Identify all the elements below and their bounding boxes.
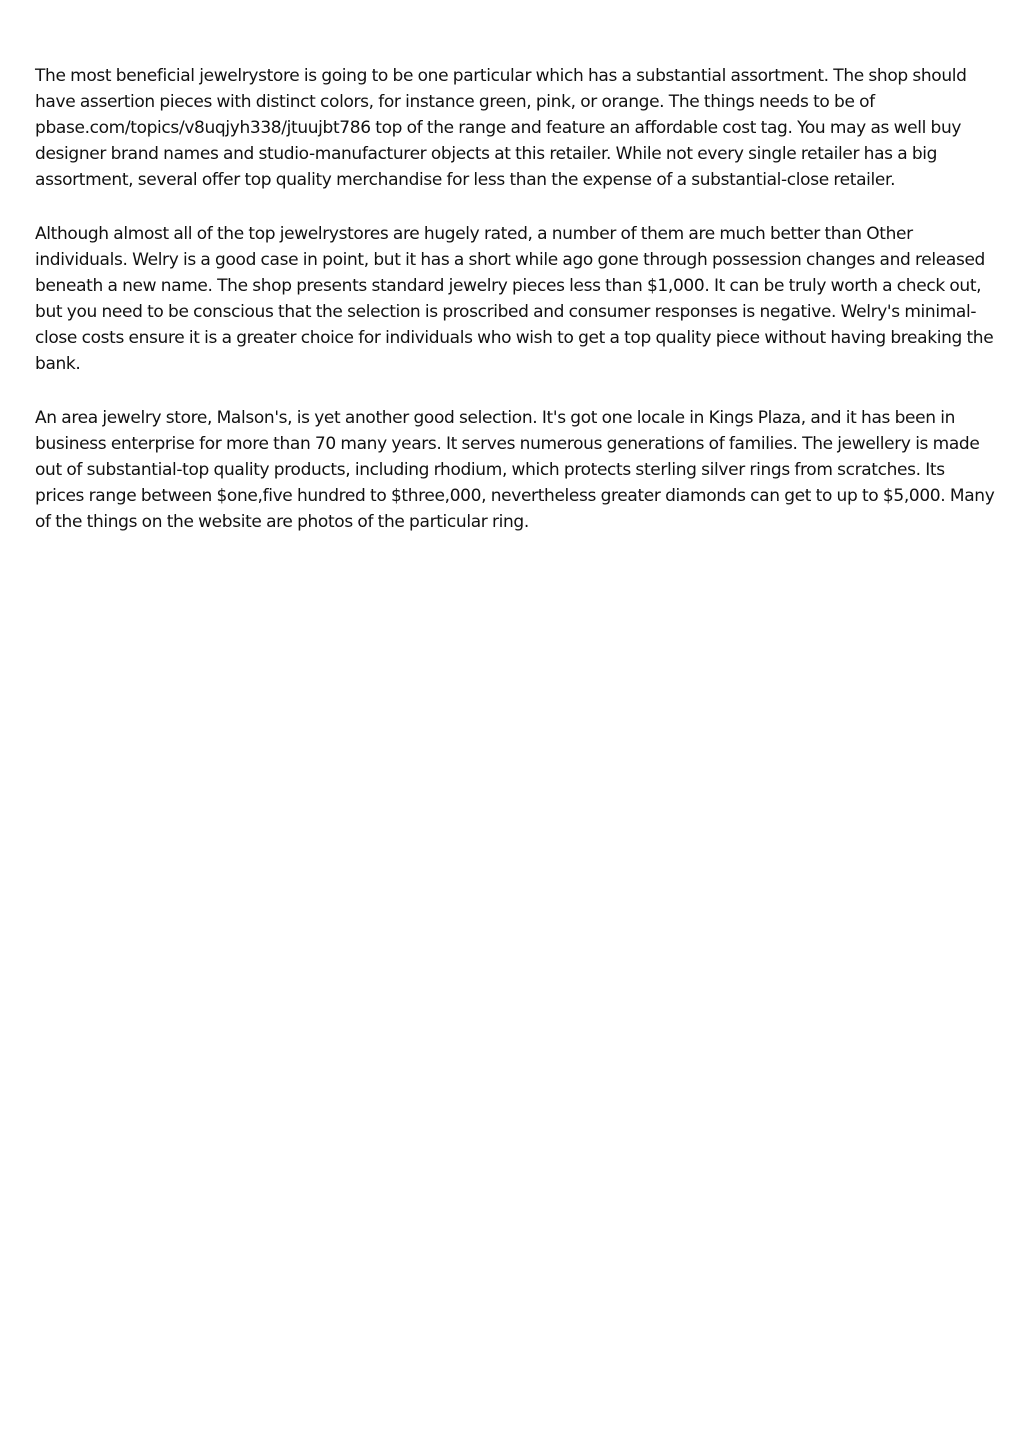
paragraph-2: Although almost all of the top jewelrystores are hugely rated, a number of them are much better than Other individuals. Welry is a good case in point, but it has a short while ago gone through possession changes and released beneath a new name. The shop presents standard jewelry pieces less than $1,000. It can be truly worth a check out, but you need to be conscious that the selection is proscribed and consumer responses is negative. Welry's minimal-close costs ensure it is a greater choice for individuals who wish to get a top quality piece without having breaking the bank.: [35, 224, 994, 374]
paragraph-1: [35, 63, 995, 193]
paragraph-3: An area jewelry store, Malson's, is yet another good selection. It's got one locale in Kings Plaza, and it has been in business enterprise for more than 70 many years. It serves numerous generations of families. The jewellery is made out of substantial-top quality products, including rhodium, which protects sterling silver rings from scratches. Its prices range between $one,five hundred to $three,000, nevertheless greater diamonds can get to up to $5,000. Many of the things on the website are photos of the particular ring.: [35, 408, 995, 532]
document-page: [35, 63, 995, 563]
paragraph-1-text-after-link: top of the range and feature an affordable cost tag. You may as well buy designer brand names and studio-manufacturer objects at this retailer. While not every single retailer has a big assortment, several offer top quality merchandise for less than the expense of a substantial-close retailer.: [35, 118, 962, 190]
pbase-link[interactable]: pbase.com/topics/v8uqjyh338/jtuujbt786: [35, 118, 371, 138]
paragraph-1-text-before-link: The most beneficial jewelrystore is going to be one particular which has a substantial assortment. The shop should have assertion pieces with distinct colors, for instance green, pink, or orange. The things needs to be of: [35, 66, 967, 112]
